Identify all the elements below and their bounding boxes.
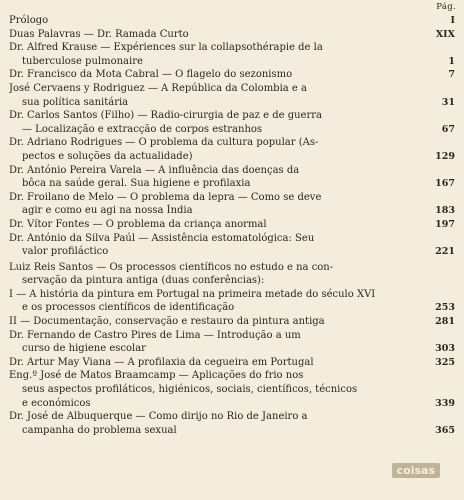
toc-entry-title: José Cervaens y Rodriguez — A República da Colombia e a [9,82,307,94]
toc-entry-title: Dr. Froilano de Melo — O problema da lepra — Como se deve [9,191,322,203]
toc-entry-title: Eng.º José de Matos Braamcamp — Aplicações do frio nos [9,370,304,382]
toc-entry [9,14,455,28]
toc-entry [9,315,455,329]
toc-page-number: 339 [435,397,455,409]
toc-page-number: 167 [435,178,455,190]
toc-entry [9,82,455,109]
toc-entry-title: Luiz Reis Santos — Os processos científicos no estudo e na con- [9,261,334,273]
toc-entry-continuation: agir e como eu agi na nossa Índia [22,205,193,217]
toc-entry [9,369,455,410]
toc-entry [9,164,455,191]
toc-page-number: 129 [435,150,455,162]
toc-entry-continuation: curso de higiene escolar [22,343,146,355]
toc-entry-continuation: e os processos científicos de identificação [22,302,235,314]
toc-entry [9,136,455,163]
toc-entry-title: Dr. José de Albuquerque — Como dirijo no Rio de Janeiro a [9,411,308,423]
toc-page-number: 183 [435,205,455,217]
toc-entry [9,232,455,259]
toc-entry-title: Dr. Artur May Viana — A profilaxia da cegueira em Portugal [9,356,314,368]
toc-entry-continuation: bôca na saúde geral. Sua higiene e profilaxia [22,178,251,190]
toc-entry-continuation: tuberculose pulmonaire [22,55,143,67]
toc-entry-title: Dr. Francisco da Mota Cabral — O flagelo do sezonismo [9,69,293,81]
toc-page-number: 365 [435,424,455,436]
toc-entry [9,41,455,68]
watermark-logo: coisas [392,463,440,478]
page-column-header: Pág. [436,2,456,12]
table-of-contents [9,14,455,437]
toc-page-number: I [450,15,455,26]
toc-entry [9,410,455,437]
toc-page-number: 1 [448,55,455,67]
toc-entry-title: I — A história da pintura em Portugal na primeira metade do século XVI [9,288,376,300]
toc-entry-title: Dr. António da Silva Paúl — Assistência estomatológica: Seu [9,232,315,244]
toc-page-number: 281 [435,316,455,328]
toc-entry [9,288,455,315]
toc-entry-continuation: valor profiláctico [22,246,109,258]
toc-entry-continuation: seus aspectos profiláticos, higiénicos, sociais, científicos, técnicos [22,384,358,396]
toc-page-number: 197 [435,218,455,230]
toc-entry-continuation: sua política sanitária [22,96,129,108]
toc-page-number: 31 [441,96,455,108]
toc-entry-title: Dr. Fernando de Castro Pires de Lima — Introdução a um [9,329,301,341]
toc-entry-continuation: e económicos [22,397,91,409]
toc-entry-continuation: pectos e soluções da actualidade) [22,150,193,162]
toc-entry [9,109,455,136]
toc-entry [9,68,455,82]
toc-entry [9,28,455,42]
toc-entry [9,218,455,232]
toc-entry-continuation: — Localização e extracção de corpos estranhos [22,123,263,135]
toc-entry [9,329,455,356]
toc-page-number: 303 [435,343,455,355]
toc-page-number: XIX [435,28,455,40]
toc-entry [9,261,455,288]
toc-entry [9,191,455,218]
toc-entry-title: Dr. Alfred Krause — Expériences sur la collapsothérapie de la [9,42,323,54]
toc-entry-title: Dr. Adriano Rodrigues — O problema da cultura popular (As- [9,137,319,149]
toc-entry-title: Dr. Vítor Fontes — O problema da criança anormal [9,218,267,230]
toc-page-number: 253 [435,302,455,314]
toc-entry-title: Duas Palavras — Dr. Ramada Curto [9,28,189,40]
toc-entry-title: II — Documentação, conservação e restauro da pintura antiga [9,316,325,328]
toc-page-number: 67 [441,123,455,135]
toc-page-number: 7 [448,69,455,81]
toc-entry [9,356,455,370]
toc-entry-continuation: servação da pintura antiga (duas conferências): [22,275,265,287]
toc-entry-title: Dr. António Pereira Varela — A influência das doenças da [9,164,300,176]
toc-page-number: 221 [435,246,455,258]
toc-entry-title: Prólogo [9,15,49,26]
toc-entry-title: Dr. Carlos Santos (Filho) — Radio-cirurgia de paz e de guerra [9,110,322,122]
toc-page-number: 325 [435,356,455,368]
toc-entry-continuation: campanha do problema sexual [22,424,177,436]
